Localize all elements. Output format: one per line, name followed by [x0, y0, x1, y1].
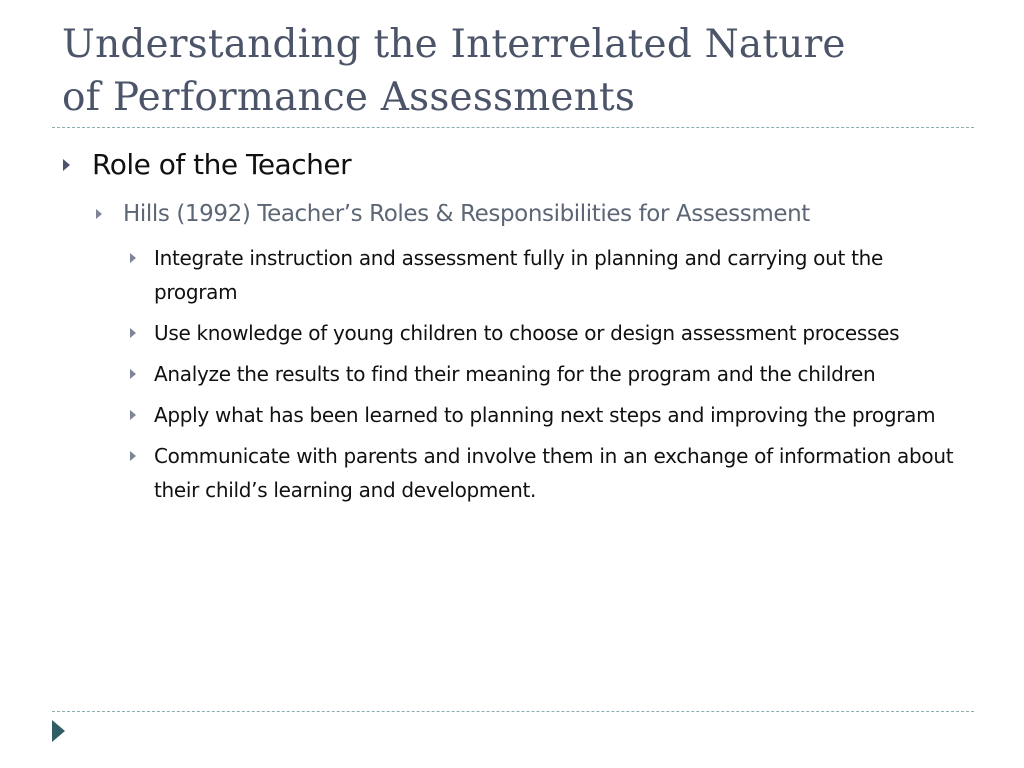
triangle-right-icon	[130, 410, 136, 420]
triangle-right-icon	[130, 369, 136, 379]
list-item	[154, 357, 969, 391]
list-item	[154, 398, 969, 432]
list-item	[154, 241, 969, 309]
footer-divider	[52, 711, 974, 712]
title-line-1: Understanding the Interrelated Nature	[62, 22, 846, 67]
list-item-text: Communicate with parents and involve them in an exchange of information about their child’s learning and development.	[154, 444, 954, 502]
list-item	[154, 439, 969, 507]
title-line-2: of Performance Assessments	[62, 75, 636, 120]
triangle-right-icon	[130, 328, 136, 338]
triangle-right-icon	[130, 451, 136, 461]
triangle-right-icon	[96, 209, 102, 219]
title-divider	[52, 127, 974, 128]
bullet-level-2: Hills (1992) Teacher’s Roles & Responsibilities for Assessment	[123, 201, 810, 227]
list-item-text: Use knowledge of young children to choose or design assessment processes	[154, 321, 900, 345]
list-item	[154, 316, 969, 350]
list-item-text: Integrate instruction and assessment fully in planning and carrying out the program	[154, 246, 883, 304]
list-item-text: Apply what has been learned to planning next steps and improving the program	[154, 403, 936, 427]
slide-title	[62, 18, 982, 124]
triangle-right-icon	[63, 159, 70, 171]
next-slide-icon[interactable]	[52, 720, 65, 742]
list-item-text: Analyze the results to find their meaning for the program and the children	[154, 362, 876, 386]
bullet-level-1: Role of the Teacher	[92, 148, 352, 181]
bullet-list-level-3	[154, 241, 969, 514]
triangle-right-icon	[130, 253, 136, 263]
